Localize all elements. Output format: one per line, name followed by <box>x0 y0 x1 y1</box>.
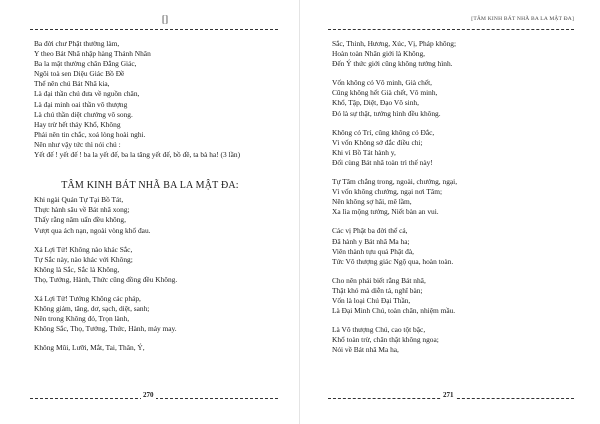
left-page-body <box>34 39 266 362</box>
verse-line: Ba la mật thường chân Đẳng Giác, <box>34 59 137 69</box>
verse-line: Nên như vậy tức thì nói chú : <box>34 139 121 149</box>
verse-line: Các vị Phật ba đời thể cả, <box>332 226 408 236</box>
verse-line: Cho nên phải biết rằng Bát nhã, <box>332 275 426 285</box>
verse-block <box>332 128 568 168</box>
verse-block <box>34 294 266 334</box>
verse-line: Khổ, Tập, Diệt, Đạo Vô sinh, <box>332 98 419 108</box>
section-title: TÂM KINH BÁT NHÃ BA LA MẬT ĐA: <box>61 180 239 192</box>
running-header: [TÂM KINH BÁT NHÃ BA LA MẬT ĐA] <box>471 16 574 22</box>
verse-line: Phải nên tin chắc, xoá lòng hoài nghi. <box>34 129 146 139</box>
verse-line: Cũng không hết Già chết, Vô minh, <box>332 88 438 98</box>
verse-line: Thọ, Tưởng, Hành, Thức cũng đồng đều Không. <box>34 274 178 284</box>
verse-line: Thật khó mà diễn tả, nghĩ bàn; <box>332 285 423 295</box>
verse-line: Là Đại Minh Chú, toàn chân, nhiệm mầu. <box>332 306 456 316</box>
page-number: 270 <box>143 391 154 399</box>
right-page <box>300 0 600 424</box>
verse-line: Vì vốn không chướng, ngại nơi Tâm; <box>332 187 443 197</box>
verse-line: Không là Sắc, Sắc là Không, <box>34 264 120 274</box>
verse-block <box>332 325 568 355</box>
verse-block <box>34 39 266 160</box>
verse-block <box>34 245 266 285</box>
verse-block <box>332 177 568 217</box>
mantra-line: Yết đế ! yết đế ! ba la yết đế, ba la tăng yết đế, bồ đề, ta bà ha! (3 lần) <box>34 150 241 160</box>
verse-line: Là đại minh oai thần vô thượng <box>34 99 128 109</box>
verse-line: Thể nên chú Bát Nhã kia, <box>34 79 110 89</box>
verse-line: Không Sắc, Thọ, Tưởng, Thức, Hành, mảy may. <box>34 324 177 334</box>
verse-block <box>34 195 266 235</box>
verse-line: Đối cùng Bát nhã toàn trì thế này! <box>332 157 433 167</box>
verse-line: Khi vì Bồ Tát hành y, <box>332 147 396 157</box>
verse-line: Nên không sợ hãi, mê lầm, <box>332 197 412 207</box>
verse-line: Xá Lợi Tử! Không nào khác Sắc, <box>34 244 133 254</box>
verse-line: Không giảm, tăng, dơ, sạch, diệt, sanh; <box>34 304 150 314</box>
verse-block <box>34 343 266 353</box>
verse-line: Ngôi toà sen Diệu Giác Bồ Đề <box>34 69 125 79</box>
verse-line: Vốn là loại Chú Đại Thần, <box>332 295 411 305</box>
verse-line: Không có Trí, cũng không có Đắc, <box>332 127 435 137</box>
verse-line: Xá Lợi Tử! Tướng Không các pháp, <box>34 293 141 303</box>
verse-line: Hoàn toàn Nhãn giới là Không, <box>332 49 425 59</box>
verse-block <box>332 276 568 316</box>
verse-line: Là chú thần diệt chướng vô song. <box>34 109 133 119</box>
verse-line: Vượt qua ách nạn, ngoài vòng khổ đau. <box>34 225 151 235</box>
verse-line: Viên thành tựu quả Phật đà, <box>332 246 414 256</box>
verse-line: Nói về Bát nhã Ma ha, <box>332 345 399 355</box>
verse-line: Khi ngài Quán Tự Tại Bồ Tát, <box>34 195 124 205</box>
verse-line: Ba đời chư Phật thường làm, <box>34 39 120 48</box>
verse-line: Vì vốn Không sở đắc điều chi; <box>332 137 423 147</box>
left-header-rule <box>30 29 278 30</box>
page-number: 271 <box>443 391 454 399</box>
verse-line: Đó là sự thật, tướng hình đều không. <box>332 108 441 118</box>
verse-block <box>332 39 568 69</box>
verse-line: Xa lìa mộng tưởng, Niết bàn an vui. <box>332 207 439 217</box>
verse-line: Nên trong Không đó, Trọn lành, <box>34 314 130 324</box>
verse-line: Y theo Bát Nhã nhập hàng Thánh Nhân <box>34 49 151 59</box>
verse-line: Là Vô thượng Chú, cao tột bậc, <box>332 325 426 335</box>
verse-line: Tự Tâm chẳng trong, ngoài, chướng, ngại, <box>332 177 458 187</box>
verse-line: Tức Vô thượng giác Ngộ qua, hoàn toàn. <box>332 256 454 266</box>
verse-block <box>332 78 568 118</box>
verse-line: Vốn không có Vô minh, Già chết, <box>332 78 433 88</box>
verse-line: Đã hành y Bát nhã Ma ha; <box>332 236 410 246</box>
verse-line: Sắc, Thinh, Hương, Xúc, Vị, Pháp không; <box>332 39 457 48</box>
verse-line: Thực hành sâu về Bát nhã xong; <box>34 205 130 215</box>
right-page-body <box>332 39 568 364</box>
verse-line: Thấy rằng năm uẩn đều không, <box>34 215 126 225</box>
verse-line: Là đại thần chú đưa về nguồn chân, <box>34 89 140 99</box>
right-header-rule <box>328 29 574 30</box>
verse-line: Đến Ý thức giới cũng không tướng hình. <box>332 59 453 69</box>
verse-line: Không Mũi, Lưỡi, Mắt, Tai, Thân, Ý, <box>34 343 145 353</box>
left-header-mark: [] <box>162 14 168 24</box>
verse-block <box>332 226 568 266</box>
verse-line: Hay trừ hết thảy Khổ, Không <box>34 119 121 129</box>
verse-line: Tự Sắc này, nào khác với Không; <box>34 254 133 264</box>
verse-line: Khổ toàn trừ, chân thật không ngoa; <box>332 335 439 345</box>
